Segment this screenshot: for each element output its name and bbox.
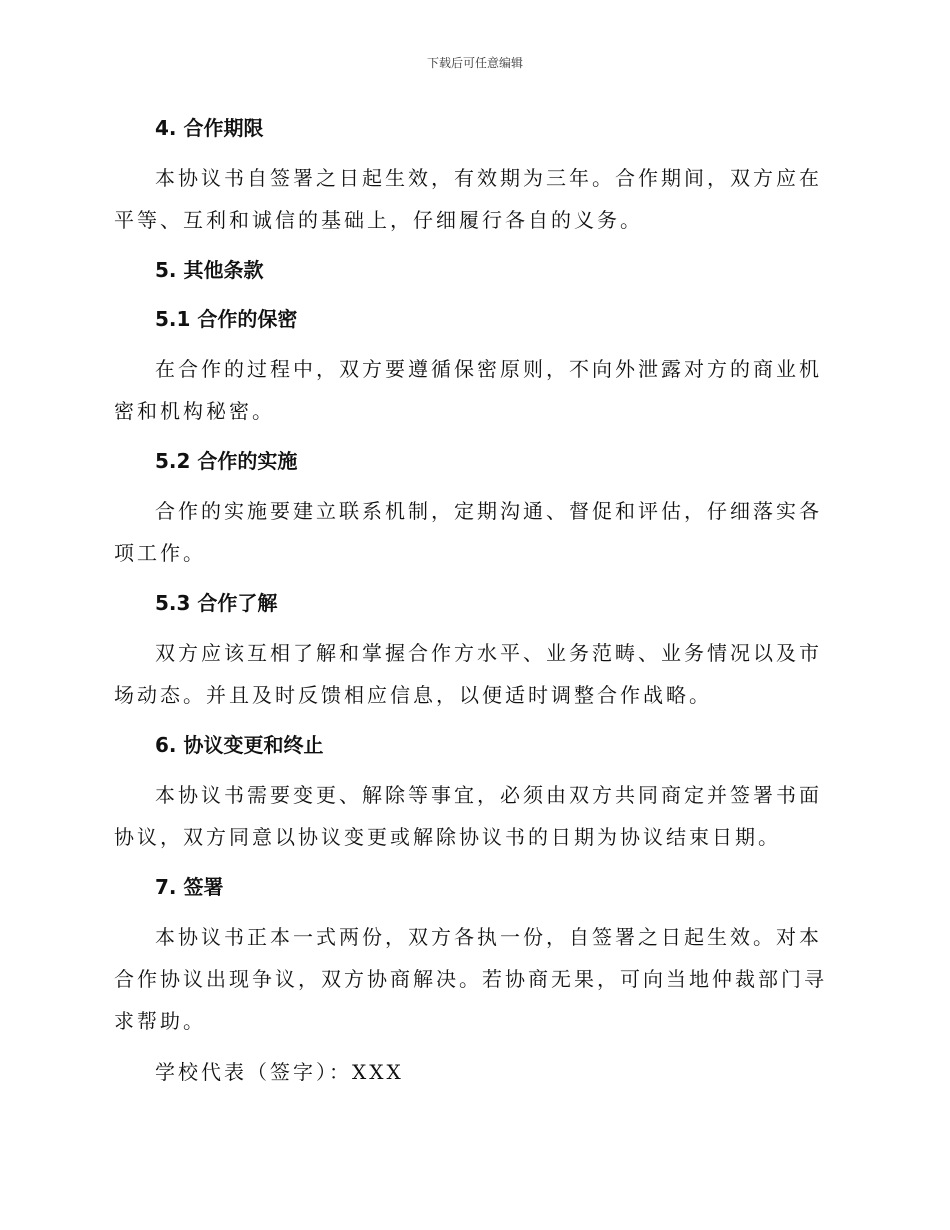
section-7-body: 本协议书正本一式两份，双方各执一份，自签署之日起生效。对本合作协议出现争议，双方协商解决。若协商无果，可向当地仲裁部门寻求帮助。 [114,925,827,1033]
section-5-2-body: 合作的实施要建立联系机制，定期沟通、督促和评估，仔细落实各项工作。 [114,499,822,565]
section-6-body: 本协议书需要变更、解除等事宜，必须由双方共同商定并签署书面协议，双方同意以协议变更或解除协议书的日期为协议结束日期。 [114,783,822,849]
header-note: 下载后可任意编辑 [426,56,523,70]
school-representative-signature: 学校代表（签字）：XXX [155,1060,404,1084]
section-4-title: 4. 合作期限 [155,116,264,140]
section-5-1-title: 5.1 合作的保密 [155,307,298,331]
section-5-1-body: 在合作的过程中，双方要遵循保密原则，不向外泄露对方的商业机密和机构秘密。 [114,357,822,423]
section-5-title: 5. 其他条款 [155,258,264,282]
section-6-title: 6. 协议变更和终止 [155,733,324,757]
document-body [114,108,834,1102]
section-7-title: 7. 签署 [155,875,224,899]
section-5-3-body: 双方应该互相了解和掌握合作方水平、业务范畴、业务情况以及市场动态。并且及时反馈相应信息，以便适时调整合作战略。 [114,641,822,707]
section-5-3-title: 5.3 合作了解 [155,591,278,615]
section-5-2-title: 5.2 合作的实施 [155,449,298,473]
section-4-body: 本协议书自签署之日起生效，有效期为三年。合作期间，双方应在平等、互利和诚信的基础上，仔细履行各自的义务。 [114,166,822,232]
